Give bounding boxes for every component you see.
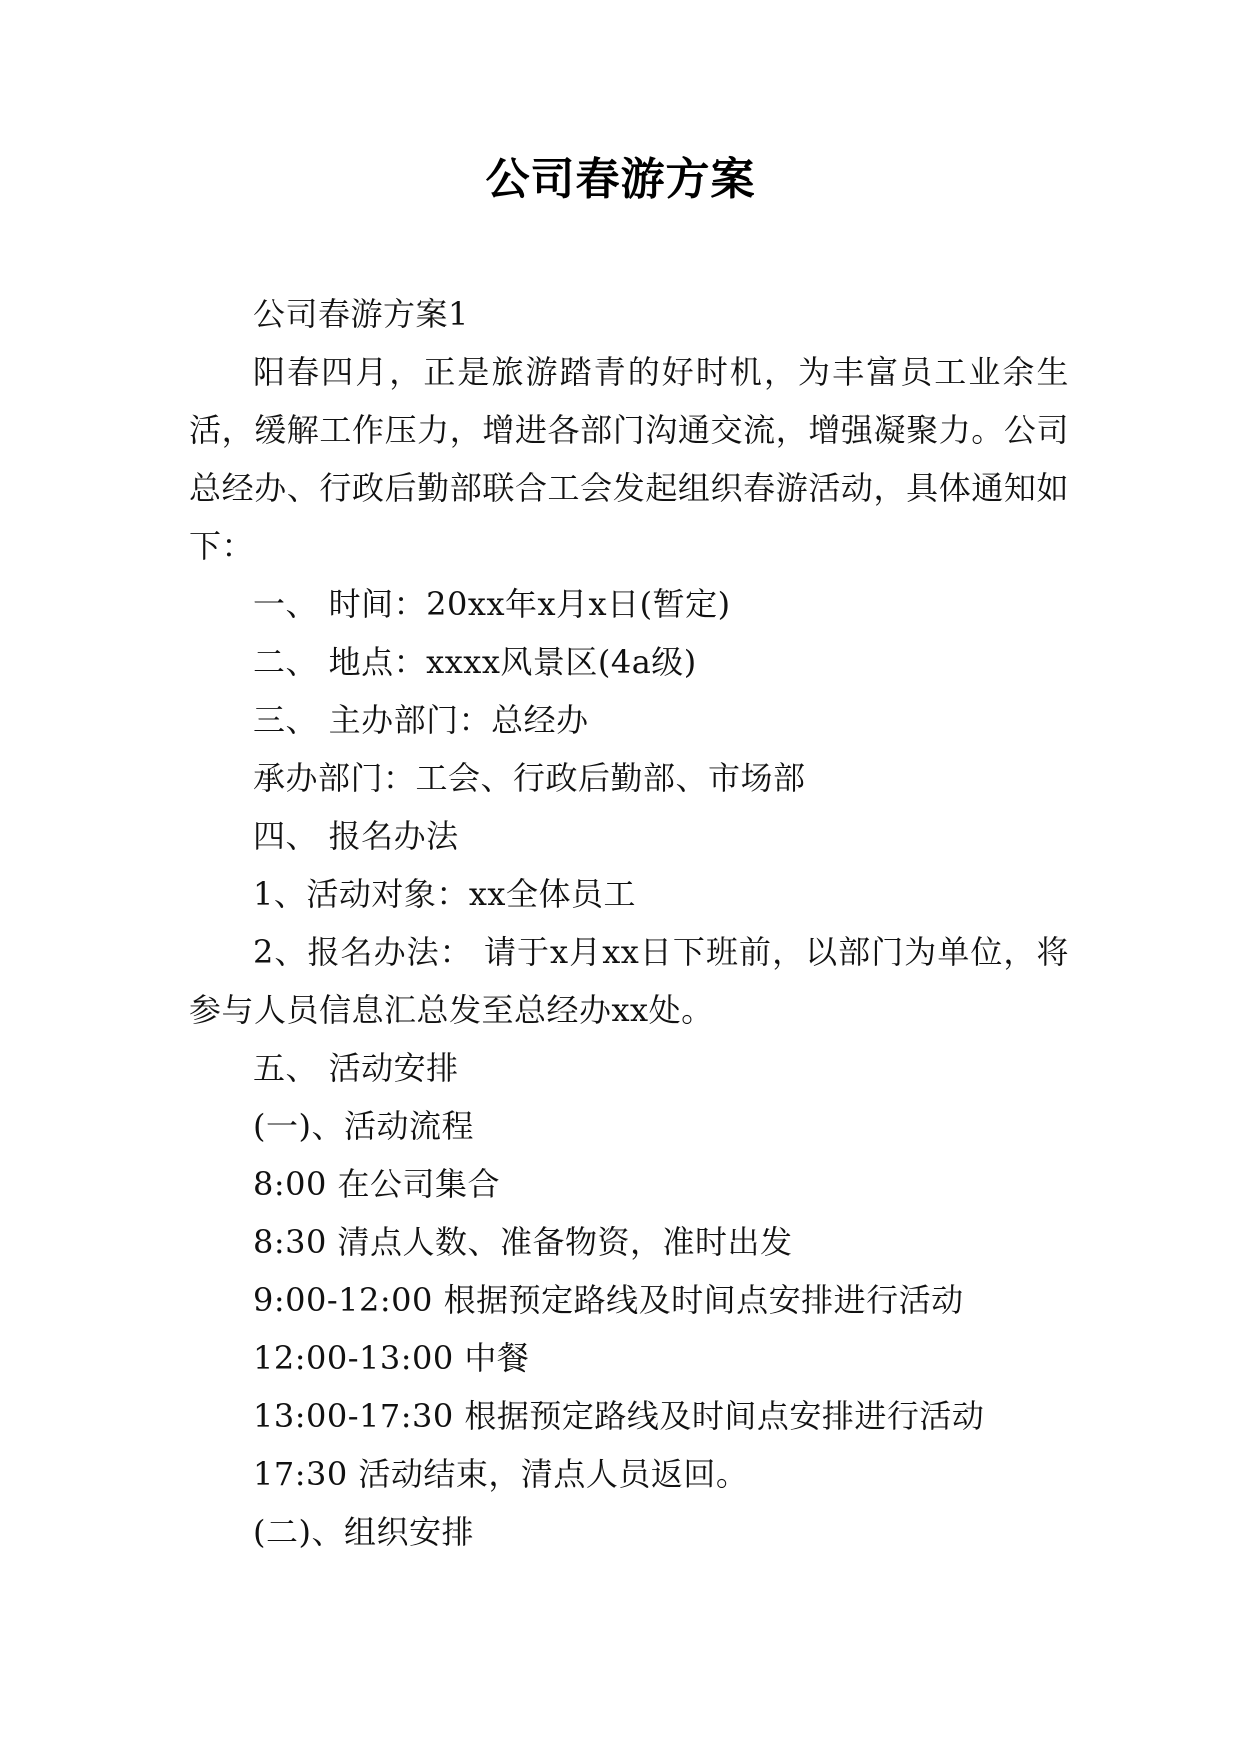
subheading-organization: (二)、组织安排 — [253, 1513, 474, 1551]
schedule-line: 8:30 清点人数、准备物资，准时出发 — [253, 1223, 793, 1261]
item-registration-method: 2、报名办法： 请于x月xx日下班前，以部门为单位，将参与人员信息汇总发至总经办xx处。 — [189, 933, 1069, 1029]
item-registration-heading: 四、 报名办法 — [253, 817, 459, 855]
item-time: 一、 时间：20xx年x月x日(暂定) — [253, 585, 731, 623]
document-title: 公司春游方案 — [485, 154, 756, 205]
item-schedule-heading: 五、 活动安排 — [253, 1049, 459, 1087]
document-body — [189, 285, 1069, 1561]
item-organizer: 三、 主办部门：总经办 — [253, 701, 589, 739]
item-location: 二、 地点：xxxx风景区(4a级) — [253, 643, 697, 681]
section-heading: 公司春游方案1 — [253, 295, 469, 333]
schedule-line: 13:00-17:30 根据预定路线及时间点安排进行活动 — [253, 1397, 985, 1435]
schedule-line: 9:00-12:00 根据预定路线及时间点安排进行活动 — [253, 1281, 964, 1319]
subheading-process: (一)、活动流程 — [253, 1107, 474, 1145]
intro-paragraph: 阳春四月，正是旅游踏青的好时机，为丰富员工业余生活，缓解工作压力，增进各部门沟通交流，增强凝聚力。公司总经办、行政后勤部联合工会发起组织春游活动，具体通知如下： — [189, 353, 1069, 565]
schedule-line: 17:30 活动结束，清点人员返回。 — [253, 1455, 749, 1493]
item-participants: 1、活动对象：xx全体员工 — [253, 875, 636, 913]
item-co-organizer: 承办部门：工会、行政后勤部、市场部 — [253, 759, 806, 797]
schedule-line: 8:00 在公司集合 — [253, 1165, 501, 1203]
schedule-line: 12:00-13:00 中餐 — [253, 1339, 530, 1377]
